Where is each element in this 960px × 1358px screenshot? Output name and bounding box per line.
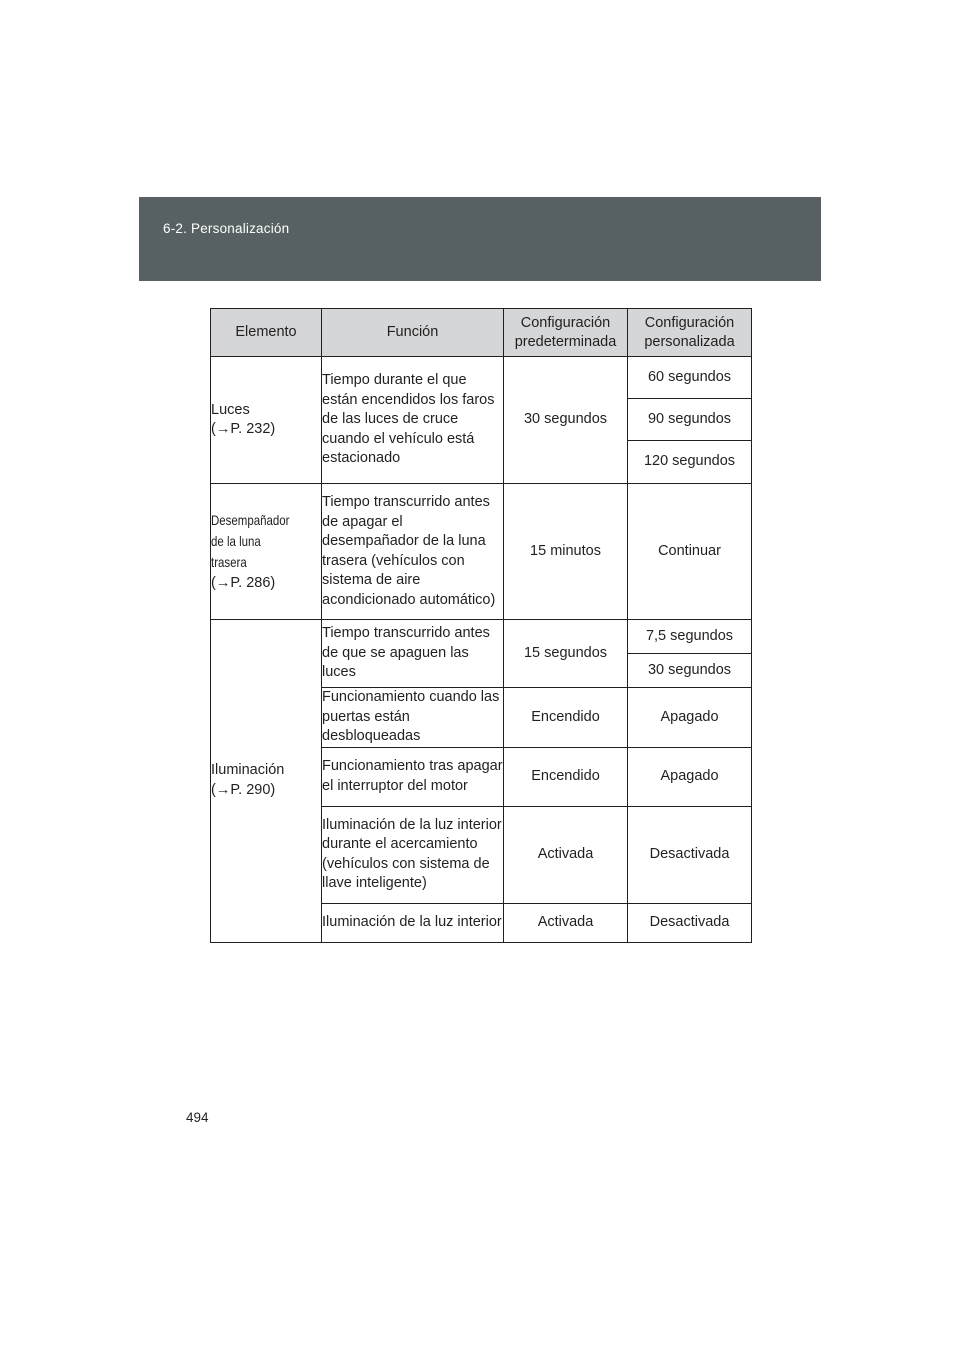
default-value-cell: Encendido [504,688,628,748]
custom-value-cell: 120 segundos [628,441,752,484]
table-row [211,357,752,399]
function-cell: Iluminación de la luz interior durante el acercamiento (vehículos con sistema de llave inteligente) [322,806,504,903]
custom-value-cell: Continuar [628,484,752,620]
element-name: Iluminación [211,762,285,779]
default-value-cell: 15 segundos [504,620,628,688]
function-cell: Tiempo durante el que están encendidos los faros de las luces de cruce cuando el vehículo está estacionado [322,357,504,484]
function-cell: Funcionamiento cuando las puertas están desbloqueadas [322,688,504,748]
section-title: 6-2. Personalización [163,221,290,236]
default-value-cell: Activada [504,806,628,903]
default-value-cell: 30 segundos [504,357,628,484]
page-number: 494 [186,1110,209,1125]
element-name: Luces [211,401,250,418]
custom-value-cell: Apagado [628,747,752,806]
default-value-cell: Activada [504,903,628,942]
column-header-function: Función [322,309,504,357]
default-value-cell: 15 minutos [504,484,628,620]
page-reference: (→P. 232) [211,421,276,437]
table-row [211,620,752,654]
custom-value-cell: 90 segundos [628,399,752,441]
table-header-row [211,309,752,357]
custom-value-cell: 7,5 segundos [628,620,752,654]
element-cell-defogger [211,484,322,620]
column-header-default: Configuración predeterminada [504,309,628,357]
element-cell-illumination [211,620,322,943]
custom-value-cell: Desactivada [628,903,752,942]
page-reference: (→P. 290) [211,781,276,798]
column-header-element: Elemento [211,309,322,357]
table-row [211,484,752,620]
function-cell: Tiempo transcurrido antes de que se apaguen las luces [322,620,504,688]
element-cell-lights [211,357,322,484]
custom-value-cell: Apagado [628,688,752,748]
function-cell: Iluminación de la luz interior [322,903,504,942]
custom-value-cell: Desactivada [628,806,752,903]
element-name: Desempañador de la luna trasera [211,512,290,570]
custom-value-cell: 30 segundos [628,654,752,688]
function-cell: Funcionamiento tras apagar el interruptor del motor [322,747,504,806]
page-reference: (→P. 286) [211,574,276,591]
function-cell: Tiempo transcurrido antes de apagar el desempañador de la luna trasera (vehículos con sistema de aire acondicionado automático) [322,484,504,620]
default-value-cell: Encendido [504,747,628,806]
column-header-custom: Configuración personalizada [628,309,752,357]
customization-table [210,308,752,943]
section-header-band [139,197,821,281]
custom-value-cell: 60 segundos [628,357,752,399]
